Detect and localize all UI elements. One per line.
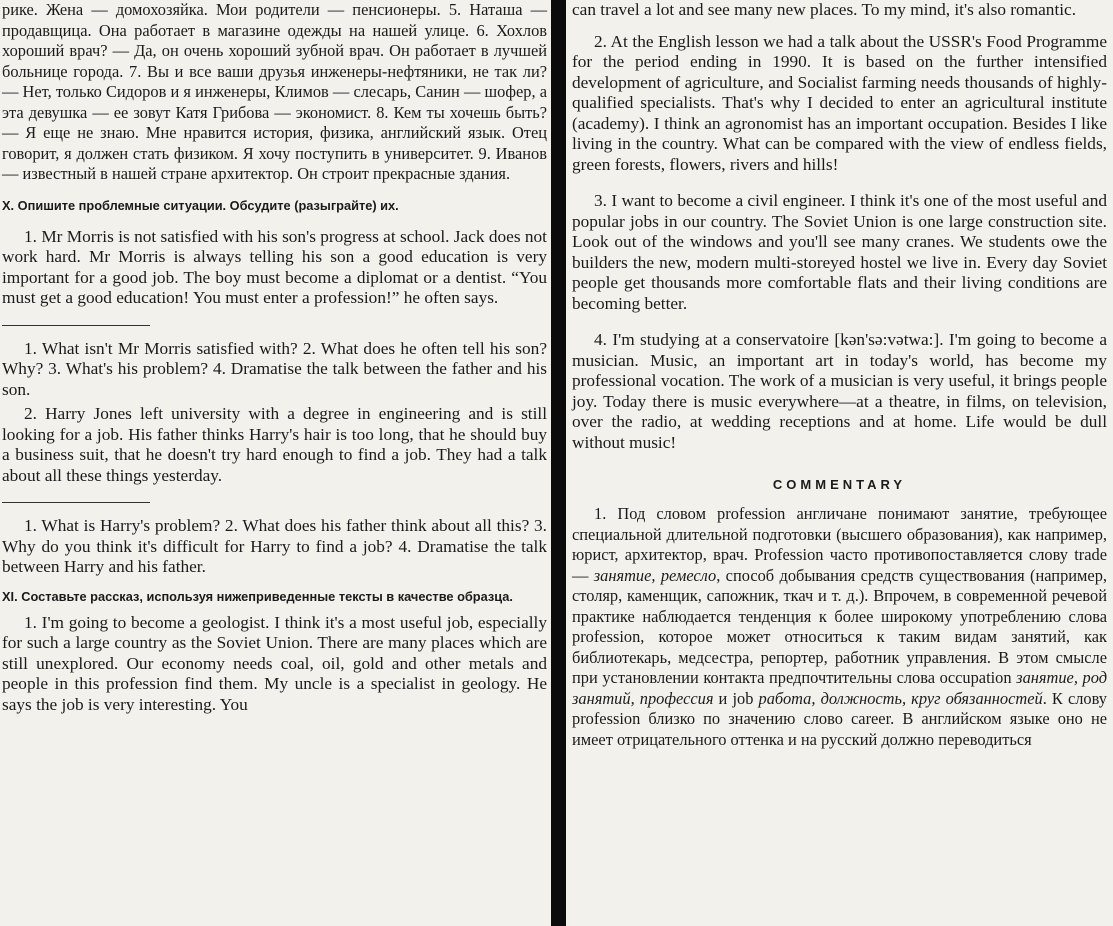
exercise-xi-heading: XI. Составьте рассказ, используя нижеприведенные тексты в качестве образца. bbox=[2, 588, 513, 604]
right-page bbox=[566, 0, 1113, 750]
sample-text-1-paragraph: 1. I'm going to become a geologist. I think it's a most useful job, especially for such a large country as the Soviet Union. There are many places which are still unexplored. Our economy needs coal, oil, gold and other metals and people in this profession find them. My uncle is a specialist in geology. He says the job is very interesting. You bbox=[2, 612, 547, 714]
commentary-text: и job bbox=[713, 688, 759, 708]
russian-sentences-paragraph: рике. Жена — домохозяйка. Мои родители — пенсионеры. 5. Наташа — продавщица. Она работает в магазине одежды на нашей улице. 6. Хохлов хороший врач? — Да, он очень хороший зубной врач. Он работает в лучшей больнице города. 7. Вы и все ваши друзья инженеры-нефтяники, не так ли? — Нет, только Сидоров и я инженеры, Климов — слесарь, Санин — шофер, а эта девушка — ее зовут Катя Грибова — экономист. 8. Кем ты хочешь быть? — Я еще не знаю. Мне нравится история, физика, английский язык. Отец говорит, я должен стать физиком. Я хочу поступить в университет. 9. Иванов — известный в нашей стране архитектор. Он строит прекрасные здания. bbox=[2, 0, 547, 183]
left-page bbox=[0, 0, 551, 715]
commentary-title: COMMENTARY bbox=[772, 477, 907, 492]
commentary-italic-term: работа, должность, круг обязанностей bbox=[758, 688, 1043, 708]
page-gutter bbox=[551, 0, 566, 926]
commentary-text: 1. Под словом profession англичане понимают занятие, требующее специальной длительной подготовки (высшего образования), как например, юрист, архитектор, врач. Profession часто противопоставляется слову trade — bbox=[572, 504, 1107, 585]
commentary-paragraph bbox=[572, 504, 1107, 750]
situation-1-paragraph: 1. Mr Morris is not satisfied with his son's progress at school. Jack does not work hard. Mr Morris is always telling his son a good education is very important for a good job. The boy must become a diplomat or a dentist. “You must get a good education! You must enter a profession!” he often says. bbox=[2, 226, 547, 307]
sample-text-2-paragraph: 2. At the English lesson we had a talk about the USSR's Food Programme for the period ending in 1990. It is based on the further intensified development of agriculture, and Socialist farming needs thousands of highly-qualified specialists. That's why I decided to enter an agricultural institute (academy). I think an agronomist has an important occupation. Besides I like living in the country. What can be compared with the view of endless fields, green forests, flowers, rivers and hills! bbox=[572, 31, 1107, 174]
exercise-x-heading: X. Опишите проблемные ситуации. Обсудите (разыграйте) их. bbox=[2, 197, 399, 213]
commentary-italic-term: занятие, род занятий, профессия bbox=[572, 668, 1107, 708]
commentary-text: , способ добывания средств существования (например, столяр, каменщик, сапожник, ткач и т. д.). Впрочем, в современной речевой практике наблюдается тенденция к более широкому употреблению слова profession, которое может относиться к таким видам занятий, как библиотекарь, медсестра, репортер, работник управления. В этом смысле при установлении контакта предпочтительны слова occupation bbox=[572, 565, 1107, 687]
sample-text-3-paragraph: 3. I want to become a civil engineer. I think it's one of the most useful and popular jobs in our country. The Soviet Union is one large construction site. Look out of the windows and you'll see many cranes. We students owe the builders the new, modern multi-storeyed hostel we live in. Every day Soviet people get thousands more comfortable flats and their living conditions are becoming better. bbox=[572, 191, 1107, 313]
situation-2-questions: 1. What is Harry's problem? 2. What does his father think about all this? 3. Why do you think it's difficult for Harry to find a job? 4. Dramatise the talk between Harry and his father. bbox=[2, 516, 547, 576]
situation-2-paragraph: 2. Harry Jones left university with a degree in engineering and is still looking for a job. His father thinks Harry's hair is too long, that he should buy a business suit, that he doesn't try hard enough to find a job. They had a talk about all these things yesterday. bbox=[2, 404, 547, 485]
commentary-text: . К слову profession близко по значению слово career. В английском языке оно не имеет отрицательного оттенка и на русский должно переводиться bbox=[572, 688, 1107, 749]
sample-text-1-continuation: can travel a lot and see many new places. To my mind, it's also romantic. bbox=[572, 0, 1077, 19]
situation-1-questions: 1. What isn't Mr Morris satisfied with? 2. What does he often tell his son? Why? 3. What's his problem? 4. Dramatise the talk between the father and his son. bbox=[2, 338, 547, 399]
sample-text-4-paragraph: 4. I'm studying at a conservatoire [kən'sə:vətwa:]. I'm going to become a musician. Music, an important art in today's world, has become my professional vocation. The work of a musician is very useful, it brings people joy. Today there is music everywhere—at a theatre, in films, on television, over the radio, at wedding receptions and at home. Life would be dull without music! bbox=[572, 330, 1107, 452]
commentary-italic-term: занятие, ремесло bbox=[593, 565, 717, 585]
